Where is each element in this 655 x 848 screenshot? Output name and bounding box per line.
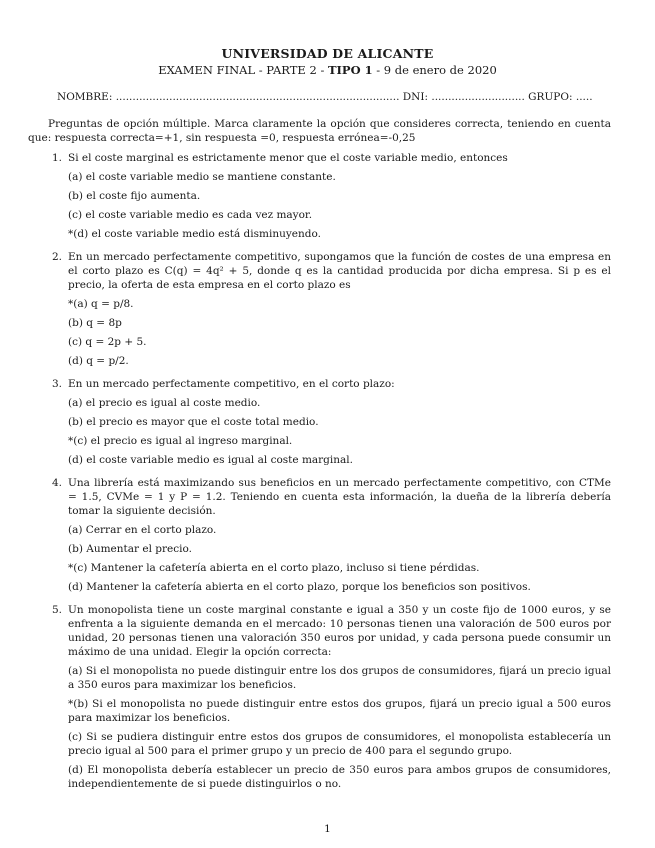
university-title: UNIVERSIDAD DE ALICANTE <box>221 46 434 61</box>
question-list <box>0 151 655 791</box>
question-5 <box>52 603 611 791</box>
option-b: (b) el precio es mayor que el coste total medio. <box>68 416 319 428</box>
option-b: (b) q = 8p <box>68 317 122 329</box>
question-number: 5. <box>52 604 63 616</box>
option-c: *(c) el precio es igual al ingreso marginal. <box>68 435 293 447</box>
option-b: (b) el coste fijo aumenta. <box>68 190 201 202</box>
exam-subtitle <box>0 63 655 77</box>
option-c: (c) q = 2p + 5. <box>68 336 147 348</box>
question-number: 4. <box>52 477 63 489</box>
question-text: En un mercado perfectamente competitivo, supongamos que la función de costes de una empresa en el corto plazo es C(q) = 4q² + 5, donde q es la cantidad producida por dicha empresa. Si p es el precio, la oferta de esta empresa en el corto plazo es <box>68 251 611 291</box>
option-d: (d) Mantener la cafetería abierta en el corto plazo, porque los beneficios son positivos. <box>68 581 531 593</box>
question-number: 2. <box>52 251 63 263</box>
option-c: (c) el coste variable medio es cada vez mayor. <box>68 209 313 221</box>
question-text: Un monopolista tiene un coste marginal constante e igual a 350 y un coste fijo de 1000 euros, y se enfrenta a la siguiente demanda en el mercado: 10 personas tienen una valoración de 500 euros por unidad, 20 personas tienen una valoración 350 euros por unidad, y cada persona puede consumir un máximo de una unidad. Elegir la opción correcta: <box>68 604 611 658</box>
option-b: (b) Aumentar el precio. <box>68 543 192 555</box>
option-d: (d) El monopolista debería establecer un precio de 350 euros para ambos grupos de consumidores, independientemente de si puede distinguirlos o no. <box>68 764 611 790</box>
page-number: 1 <box>324 823 331 835</box>
option-d: (d) el coste variable medio es igual al coste marginal. <box>68 454 353 466</box>
option-b: *(b) Si el monopolista no puede distinguir entre estos dos grupos, fijará un precio igual a 500 euros para maximizar los beneficios. <box>68 698 611 724</box>
question-text: Una librería está maximizando sus beneficios en un mercado perfectamente competitivo, con CTMe = 1.5, CVMe = 1 y P = 1.2. Teniendo en cuenta esta información, la dueña de la librería debería tomar la siguiente decisión. <box>68 477 611 517</box>
instructions: Preguntas de opción múltiple. Marca claramente la opción que consideres correcta, teniendo en cuenta que: respuesta correcta=+1, sin respuesta =0, respuesta errónea=-0,25 <box>28 118 611 144</box>
option-c: (c) Si se pudiera distinguir entre estos dos grupos de consumidores, el monopolista establecería un precio igual al 500 para el primer grupo y un precio de 400 para el segundo grupo. <box>68 731 611 757</box>
option-a: (a) el coste variable medio se mantiene constante. <box>68 171 336 183</box>
option-c: *(c) Mantener la cafetería abierta en el corto plazo, incluso si tiene pérdidas. <box>68 562 480 574</box>
question-text: Si el coste marginal es estrictamente menor que el coste variable medio, entonces <box>68 152 508 164</box>
question-4 <box>52 476 611 594</box>
option-d: *(d) el coste variable medio está disminuyendo. <box>68 228 321 240</box>
exam-date: - 9 de enero de 2020 <box>372 63 497 77</box>
student-id-line: NOMBRE: ..................................................................................... DNI: ............................ GRUPO: ..... <box>57 91 593 103</box>
option-d: (d) q = p/2. <box>68 355 129 367</box>
exam-prefix: EXAMEN FINAL - PARTE 2 - <box>158 63 328 77</box>
option-a: *(a) q = p/8. <box>68 298 134 310</box>
question-3 <box>52 377 611 467</box>
option-a: (a) el precio es igual al coste medio. <box>68 397 261 409</box>
option-a: (a) Si el monopolista no puede distinguir entre los dos grupos de consumidores, fijará un precio igual a 350 euros para maximizar los beneficios. <box>68 665 611 691</box>
question-2 <box>52 250 611 368</box>
exam-header <box>0 46 655 77</box>
question-text: En un mercado perfectamente competitivo, en el corto plazo: <box>68 378 395 390</box>
exam-type: TIPO 1 <box>327 63 373 77</box>
question-number: 3. <box>52 378 63 390</box>
option-a: (a) Cerrar en el corto plazo. <box>68 524 217 536</box>
question-1 <box>52 151 611 241</box>
question-number: 1. <box>52 152 63 164</box>
